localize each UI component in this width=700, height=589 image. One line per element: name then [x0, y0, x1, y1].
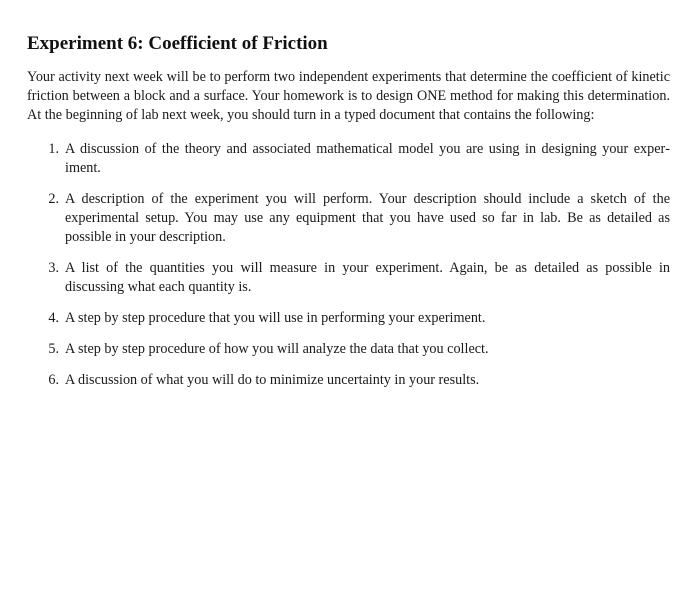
list-item-text: A description of the experiment you will perform. Your description should include a sketch of the experimental setup. You may use any equipment that you have used so far in lab. Be as detailed as possible in your description. — [65, 191, 670, 245]
list-item-text: A discussion of the theory and associated mathematical model you are using in designing your experiment. — [65, 141, 670, 176]
list-item-number: 2. — [48, 191, 59, 207]
list-item — [27, 309, 670, 328]
list-item-number: 6. — [48, 372, 59, 388]
list-item-text: A discussion of what you will do to minimize uncertainty in your results. — [65, 372, 480, 388]
list-item-number: 1. — [48, 141, 59, 157]
list-item-text: A list of the quantities you will measure in your experiment. Again, be as detailed as possible in discussing what each quantity is. — [65, 260, 670, 295]
list-item-number: 3. — [48, 260, 59, 276]
list-item — [27, 340, 670, 359]
intro-paragraph: Your activity next week will be to perform two independent experiments that determine the coefficient of kinetic friction between a block and a surface. Your homework is to design ONE method for making this determination. At the beginning of lab next week, you should turn in a typed document that contains the following: — [27, 69, 670, 123]
document-title: Experiment 6: Coefficient of Friction — [27, 33, 328, 54]
list-item-text: A step by step procedure of how you will analyze the data that you collect. — [65, 341, 489, 357]
list-item — [27, 190, 670, 247]
list-item — [27, 140, 670, 178]
document-page — [27, 32, 670, 402]
list-item-text: A step by step procedure that you will use in performing your experiment. — [65, 310, 486, 326]
list-item-number: 5. — [48, 341, 59, 357]
list-item — [27, 371, 670, 390]
list-item-number: 4. — [48, 310, 59, 326]
list-item — [27, 259, 670, 297]
requirements-list — [27, 140, 670, 390]
